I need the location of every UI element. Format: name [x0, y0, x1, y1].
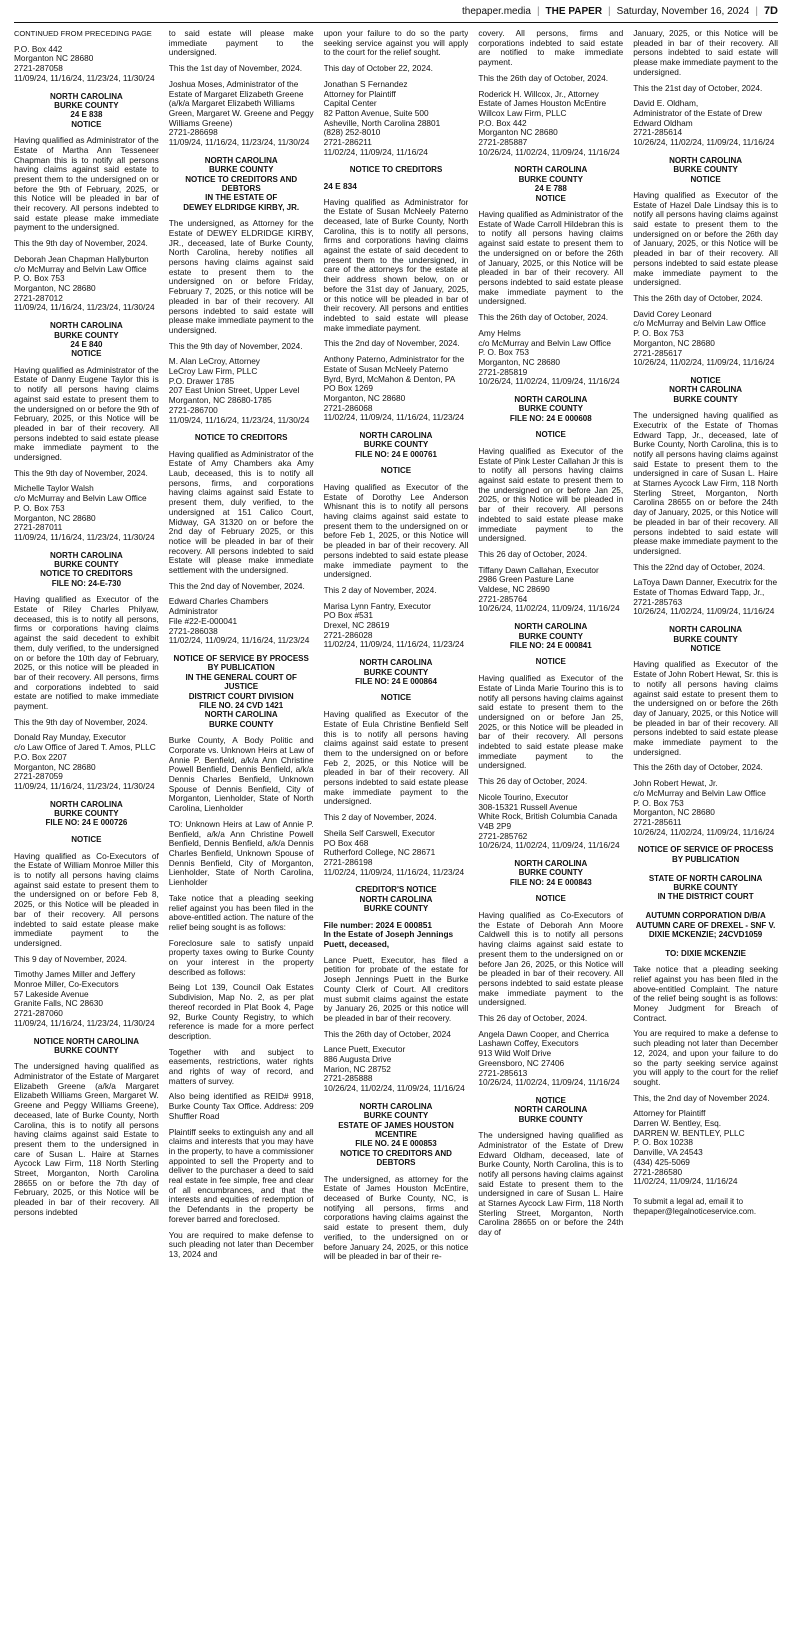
notice-title: CREDITOR'S NOTICE NORTH CAROLINA BURKE COUNTY: [355, 885, 437, 914]
notice-paragraph: This 26 day of October, 2024.: [478, 776, 588, 787]
notice-paragraph: This the 21st day of October, 2024.: [633, 82, 763, 93]
notice-title: NOTICE NORTH CAROLINA BURKE COUNTY: [33, 1036, 140, 1055]
notice-paragraph: Take notice that a pleading seeking relief against you has been filed in the above-entitled action. The nature of the relief being sought is as follows:: [168, 892, 314, 932]
header-separator: |: [608, 5, 611, 17]
legal-notice: [14, 92, 159, 314]
legal-notice: [633, 845, 778, 1187]
legal-notice: [324, 885, 469, 1093]
continued-label: CONTINUED FROM PRECEDING PAGE: [14, 29, 152, 38]
legal-notice: [324, 658, 469, 877]
notice-signature-block: Tiffany Dawn Callahan, Executor 2986 Green Pasture Lane Valdese, NC 28690 2721-285764 10/26/24, 11/02/24, 11/09/24, 11/16/24: [478, 564, 620, 614]
notice-paragraph: This day of October 22, 2024.: [323, 63, 433, 74]
notice-signature-block: Attorney for Plaintiff Darren W. Bentley, Esq. DARREN W. BENTLEY, PLLC P. O. Box 10238 Danville, VA 24543 (434) 425-5069 2721-286580 11/02/24, 11/09/24, 11/16/24: [633, 1108, 745, 1187]
notice-paragraph: Also being identified as REID# 9918, Burke County Tax Office. Address: 209 Shuffler Road: [168, 1091, 314, 1121]
notice-paragraph: You are required to make a defense to such pleading not later than December 12, 2024, and upon your failure to do so the party seeking service against you will apply to the court for the relief sought.: [633, 1028, 778, 1087]
notice-paragraph: This the 9th day of November, 2024.: [14, 238, 148, 249]
notice-signature-block: LaToya Dawn Danner, Executrix for the Estate of Thomas Edward Tapp, Jr., 2721-285763 10/26/24, 11/02/24, 11/09/24, 11/16/24: [633, 577, 778, 617]
notice-paragraph: The undersigned having qualified as Administrator of the Estate of Drew Edward Oldham, deceased, late of Burke County, North Carolina, this is to notify all persons having claims against said Estate to present them to the undersigned in care of Susan L. Haire at Starnes Aycock Law Firm, 118 North Sterling Street, Morganton, North Carolina 28655 on or before the 24th day of: [478, 1130, 624, 1238]
notice-paragraph: The undersigned, as attorney for the Estate of James Houston McEntire, deceased of Burke County, NC, is notifying all persons, firms and corporations having claims against the said estate to present them, duly verified, to the undersigned on or before January 24, 2025, or this notice will be pleaded in bar of their re-: [323, 1173, 469, 1262]
notice-paragraph: This the 26th day of October, 2024.: [633, 762, 763, 773]
notice-paragraph: Plaintiff seeks to extinguish any and all claims and interests that you may have in the property, to have a commissioner appointed to sell the Property and to deliver to the purchaser a deed to said real estate in fee simple, free and clear of all encumbrances, and that the interests and equities of redemption of the Defendants in the property be forever barred and foreclosed.: [168, 1126, 314, 1224]
notice-title: NORTH CAROLINA BURKE COUNTY FILE NO: 24 E 000841: [509, 622, 592, 650]
legal-notice: [324, 29, 469, 157]
notice-paragraph: This the 9th day of November, 2024.: [14, 716, 148, 727]
notice-paragraph: January, 2025, or this Notice will be pleaded in bar of their recovery. All persons indebted to said estate will please make immediate payment to the undersigned.: [633, 29, 778, 77]
notice-paragraph: to said estate will please make immediate payment to the undersigned.: [168, 29, 314, 58]
notice-paragraph: This the 26th day of October, 2024: [323, 1028, 451, 1039]
notice-signature-block: Michelle Taylor Walsh c/o McMurray and Belvin Law Office P. O. Box 753 Morganton, NC 28680 2721-287011 11/09/24, 11/16/24, 11/23/24, 11/30/24: [14, 483, 155, 542]
notice-paragraph: Having qualified as Administrator of the Estate of Martha Ann Tesseneer Chapman this is to notify all persons having claims against said estate to present them to the undersigned on or before the 9th of February, 2025, or this Notice will be pleaded in bar of their recovery. All persons indebted to said estate please make immediate payment to the undersigned.: [14, 135, 159, 233]
notice-signature-block: David E. Oldham, Administrator of the Estate of Drew Edward Oldham 2721-285614 10/26/24, 11/02/24, 11/09/24, 11/16/24: [633, 98, 775, 148]
notice-title: NORTH CAROLINA BURKE COUNTY NOTICE: [669, 625, 743, 653]
notice-paragraph: Having qualified as Executor of the Estate of Eula Christine Benfield Self this is to notify all persons having claims against said estate to present them to the undersigned on or before Feb 2, 2025, or this Notice will be pleaded in bar of their recovery. All persons indebted to said estate please make immediate payment to the undersigned.: [323, 709, 469, 807]
notice-signature-block: David Corey Leonard c/o McMurray and Belvin Law Office P. O. Box 753 Morganton, NC 28680 2721-285617 10/26/24, 11/02/24, 11/09/24, 11/16/24: [633, 308, 775, 368]
notice-column: [633, 29, 778, 1629]
notice-title: NOTICE TO CREDITORS: [349, 165, 443, 175]
legal-notice: [633, 29, 778, 148]
notice-title: NORTH CAROLINA BURKE COUNTY 24 E 840 NOTICE: [49, 321, 123, 359]
notice-title: NORTH CAROLINA BURKE COUNTY NOTICE: [669, 155, 743, 184]
legal-notice: [14, 551, 159, 792]
notice-title: NORTH CAROLINA BURKE COUNTY FILE NO: 24 E 000864: [355, 658, 437, 686]
legal-notice: [633, 376, 778, 617]
notice-paragraph: The undersigned having qualified as Executrix of the Estate of Thomas Edward Tapp, Jr., deceased, late of Burke County, North Carolina, this is to notify all persons having claims against said Estate to present them to the undersigned in care of Susan L. Haire at Starnes Aycock Law Firm, 118 North Sterling Street, Morganton, North Carolina 28655 on or before the 24th day of January, 2025, or this Notice will be pleaded in bar of their recovery. All persons indebted to said estate will please make immediate payment to the undersigned.: [633, 410, 778, 556]
notice-signature-block: Nicole Tourino, Executor 308-15321 Russell Avenue White Rock, British Columbia Canada V4B 2P9 2721-285762 10/26/24, 11/02/24, 11/09/24, 11/16/24: [478, 791, 620, 851]
notice-signature-block: Donald Ray Munday, Executor c/o Law Office of Jared T. Amos, PLLC P.O. Box 2207 Morganton, NC 28680 2721-287059 11/09/24, 11/16/24, 11/23/24, 11/30/24: [14, 732, 156, 791]
notice-signature-block: Amy Helms c/o McMurray and Belvin Law Office P. O. Box 753 Morganton, NC 28680 2721-285819 10/26/24, 11/02/24, 11/09/24, 11/16/24: [478, 327, 620, 387]
notice-column: [324, 29, 469, 1629]
notice-paragraph: This 26 day of October, 2024.: [478, 548, 588, 559]
legal-notice: [14, 45, 159, 84]
legal-notice: [14, 321, 159, 543]
notice-title: NORTH CAROLINA BURKE COUNTY 24 E 838 NOTICE: [49, 91, 123, 129]
notice-paragraph: upon your failure to do so the party seeking service against you will apply to the court for the relief sought.: [323, 29, 469, 58]
notice-title: NOTICE OF SERVICE BY PROCESS BY PUBLICATION IN THE GENERAL COURT OF JUSTICE DISTRICT COURT DIVISION FILE NO. 24 CVD 1421 NORTH CAROLINA BURKE COUNTY: [173, 654, 309, 729]
legal-notice: [324, 165, 469, 423]
issue-date: Saturday, November 16, 2024: [616, 5, 750, 17]
legal-notice: [14, 800, 159, 1029]
notice-paragraph: Having qualified as Co-Executors of the Estate of Deborah Ann Moore Caldwell this is to notify all persons having claims against said estate to present them to the undersigned on or before Jan 26, 2025, or this Notice will be pleaded in bar of their recovery. All persons indebted to said estate please make immediate payment to the undersigned.: [478, 909, 624, 1008]
notice-paragraph: Having qualified as Co-Executors of the Estate of William Monroe Miller this is to notify all persons having claims against said estate to present them to the undersigned on or before Feb 8, 2025, or this Notice will be pleaded in bar of their recovery. All persons indebted to said estate please make immediate payment to the undersigned.: [14, 850, 159, 948]
notice-paragraph: This the 22nd day of October, 2024.: [633, 561, 766, 572]
notice-paragraph: This the 26th day of October, 2024.: [478, 312, 608, 323]
legal-notice: [633, 156, 778, 368]
page-number: 7D: [763, 5, 778, 17]
page-header: [14, 0, 778, 23]
notice-paragraph: Burke County, A Body Politic and Corporate vs. Unknown Heirs at Law of Annie P. Benfield, a/k/a Ann Christine Powell Benfield, Dennis Benfield, a/k/a Dennis Charles Benfield, Unknown Spouse of Dennis Benfield, City of Morganton, Lienholder, State of North Carolina, Lienholder: [168, 735, 314, 814]
notice-paragraph: The undersigned having qualified as Administrator of the Estate of Margaret Elizabeth Greene (a/k/a Margaret Elizabeth Williams Green, Margaret W. Greene and Peggy Williams Greene), deceased, late of Burke County, North Carolina, this is to notify all persons having claims against said Estate to present them to the undersigned in care of Susan L. Haire at Starnes Aycock Law Firm, 118 North Sterling Street, Morganton, North Carolina 28655 on or before the 7th day of February, 2025, or this Notice will be pleaded in bar of their recovery. All persons indebted: [14, 1061, 159, 1217]
notice-paragraph: TO: Unknown Heirs at Law of Annie P. Benfield, a/k/a Ann Christine Powell Benfield, Dennis Benfield, a/k/a Dennis Charles Benfield, Unknown Spouse of Dennis Benfield, City of Morganton, Lienholder, State of North Carolina, Lienholder: [168, 818, 314, 888]
notice-paragraph: This the 2nd day of November, 2024.: [323, 338, 460, 349]
notice-signature-block: Roderick H. Willcox, Jr., Attorney Estate of James Houston McEntire Willcox Law Firm, PLLC P.O. Box 442 Morganton NC 28680 2721-285887 10/26/24, 11/02/24, 11/09/24, 11/16/24: [478, 88, 620, 157]
notice-signature-block: P.O. Box 442 Morganton NC 28680 2721-287058 11/09/24, 11/16/24, 11/23/24, 11/30/24: [14, 43, 155, 83]
legal-notice: [478, 1096, 623, 1238]
notice-subtitle: NOTICE: [535, 430, 566, 440]
notice-paragraph: Having qualified as Administrator for the Estate of Susan McNeely Paterno deceased, late of Burke County, North Carolina, this is to notify all persons, firms and corporations having claims against the estate of said decedent to present them to the undersigned, in care of the attorneys for the estate at their address shown below, on or before the 31st day of January, 2025, or this notice will be pleaded in bar of their recovery. All persons and entities indebted to said estate will please make immediate payment.: [323, 196, 469, 333]
legal-notice: [478, 395, 623, 614]
notice-title: NOTICE NORTH CAROLINA BURKE COUNTY: [514, 1095, 588, 1124]
notice-paragraph: This the 9th day of November, 2024.: [168, 340, 303, 351]
notice-paragraph: This the 26th day of October, 2024.: [633, 292, 763, 303]
notice-paragraph: Together with and subject to easements, restrictions, water rights and rights of way of record, and matters of survey.: [168, 1046, 314, 1086]
notice-paragraph: This the 2nd day of November, 2024.: [168, 580, 305, 591]
legal-notice-columns: [14, 29, 778, 1629]
notice-paragraph: Foreclosure sale to satisfy unpaid property taxes owing to Burke County on your interest in the property described as follows:: [168, 937, 314, 977]
notice-subtitle: NOTICE: [535, 657, 566, 667]
notice-paragraph: Having qualified as Administrator of the Estate of Amy Chambers aka Amy Laub, deceased, this is to notify all persons, firms, and corporations having claims against said Estate to present them, duly verified, to the undersigned at 151 Calico Court, Midway, GA 31320 on or before the 2nd day of February 2025, or this notice will be pleaded in bar of their recovery. All persons indebted to said Estate will please make immediate settlement with the undersigned.: [168, 448, 314, 576]
notice-lead: 24 E 834: [323, 180, 357, 191]
notice-signature-block: Sheila Self Carswell, Executor PO Box 468 Rutherford College, NC 28671 2721-286198 11/02/24, 11/09/24, 11/16/24, 11/23/24: [323, 827, 465, 877]
notice-title: NORTH CAROLINA BURKE COUNTY 24 E 788 NOTICE: [514, 165, 588, 203]
legal-notice: [478, 29, 623, 157]
legal-notice: [478, 859, 623, 1088]
notice-signature-block: Angela Dawn Cooper, and Cherrica Lashawn Coffey, Executors 913 Wild Wolf Drive Greensboro, NC 27406 2721-285613 10/26/24, 11/02/24, 11/09/24, 11/16/24: [478, 1028, 620, 1088]
notice-signature-block: Marisa Lynn Fantry, Executor PO Box #531 Drexel, NC 28619 2721-286028 11/02/24, 11/09/24, 11/16/24, 11/23/24: [323, 600, 465, 650]
submission-footer: To submit a legal ad, email it to thepaper@legalnoticeservice.com.: [633, 1197, 757, 1216]
notice-subtitle: NOTICE: [380, 693, 412, 703]
notice-paragraph: This the 26th day of October, 2024.: [478, 72, 608, 83]
notice-paragraph: Having qualified as Executor of the Estate of Riley Charles Philyaw, deceased, this is to notify all persons, firms or corporations having claims against the said decedent to exhibit them, duly verified, to the undersigned on or before the 10th day of February, 2025, or this notice will be pleaded in bar of their recovery. All persons, firms and corporations indebted to said estate are notified to make immediate payment.: [14, 594, 159, 712]
paper-brand: THE PAPER: [545, 5, 603, 17]
notice-paragraph: Take notice that a pleading seeking relief against you has been filed in the above-entitled Complaint. The nature of the relief being sought is as follows: Money Judgment for Breach of Contract.: [633, 964, 778, 1023]
notice-paragraph: Being Lot 139, Council Oak Estates Subdivision, Map No. 2, as per plat thereof recorded in Plat Book 4, Page 92, Burke County Registry, to which reference is made for a more perfect description.: [168, 982, 314, 1041]
notice-subtitle: NOTICE: [380, 466, 412, 476]
notice-paragraph: The undersigned, as Attorney for the Estate of DEWEY ELDRIDGE KIRBY, JR., deceased, late of Burke County, North Carolina, hereby notifies all persons having claims against said estate to present them to the undersigned on or before Friday, February 7, 2025, or this notice will be pleaded in bar of their recovery. All persons indebted to said estate will please make immediate payment to the undersigned.: [168, 218, 314, 335]
header-separator: |: [755, 5, 758, 17]
notice-title: NORTH CAROLINA BURKE COUNTY NOTICE TO CREDITORS AND DEBTORS IN THE ESTATE OF DEWEY ELDRIDGE KIRBY, JR.: [183, 155, 300, 212]
notice-column: [478, 29, 623, 1629]
legal-notice: [14, 1037, 159, 1218]
notice-paragraph: This 2 day of November, 2024.: [323, 584, 437, 595]
legal-notice: [324, 431, 469, 650]
notice-paragraph: covery. All persons, firms and corporations indebted to said estate are notified to make immediate payment.: [478, 29, 624, 68]
notice-paragraph: This 2 day of November, 2024.: [323, 812, 437, 823]
notice-paragraph: This the 9th day of November, 2024.: [14, 467, 148, 478]
notice-title: NOTICE TO CREDITORS: [194, 433, 288, 443]
notice-column: [14, 29, 159, 1629]
notice-paragraph: Having qualified as Administrator of the Estate of Wade Carroll Hildebran this is to notify all persons having claims against said estate to present them to the undersigned on or before the 26th of January, 2025, or this Notice will be pleaded in bar of their recovery. All persons indebted to said estate please make immediate payment to the undersigned.: [478, 209, 624, 307]
notice-title: NORTH CAROLINA BURKE COUNTY ESTATE OF JAMES HOUSTON MCENTIRE FILE NO. 24 E 000853 NOTICE TO CREDITORS AND DEBTORS: [338, 1101, 454, 1168]
site-name[interactable]: thepaper.media: [461, 5, 531, 17]
notice-paragraph: Having qualified as Executor of the Estate of John Robert Hewat, Sr. this is to notify all persons having claims against said estate to present them to the undersigned on or before the 26th day of January, 2025, or this Notice will be pleaded in bar of their recovery. All persons indebted to said estate please make immediate payment to the undersigned.: [633, 659, 778, 757]
legal-notice: [324, 1102, 469, 1262]
notice-signature-block: Deborah Jean Chapman Hallyburton c/o McMurray and Belvin Law Office P. O. Box 753 Morganton, NC 28680 2721-287012 11/09/24, 11/16/24, 11/23/24, 11/30/24: [14, 253, 155, 313]
notice-signature-block: Anthony Paterno, Administrator for the Estate of Susan McNeely Paterno Byrd, Byrd, McMahon & Denton, PA PO Box 1269 Morganton, NC 28680 2721-286068 11/02/24, 11/09/24, 11/16/24, 11/23/24: [323, 354, 465, 423]
legal-notice: [169, 29, 314, 148]
notice-lead: File number: 2024 E 000851 In the Estate of Joseph Jennings Puett, deceased,: [323, 919, 454, 949]
notice-paragraph: Having qualified as Executor of the Estate of Hazel Dale Lindsay this is to notify all persons having claims against said estate to present them to the undersigned on or before the 26th day of January, 2025, or this Notice will be pleaded in bar of their recovery. All persons indebted to said estate please make immediate payment to the undersigned.: [633, 189, 778, 288]
notice-title: NORTH CAROLINA BURKE COUNTY FILE NO: 24 E 000843: [509, 859, 592, 887]
notice-signature-block: M. Alan LeCroy, Attorney LeCroy Law Firm, PLLC P.O. Drawer 1785 207 East Union Street, Upper Level Morganton, NC 28680-1785 2721-286700 11/09/24, 11/16/24, 11/23/24, 11/30/24: [168, 356, 310, 425]
notice-paragraph: This 9 day of November, 2024.: [14, 953, 127, 964]
notice-signature-block: Lance Puett, Executor 886 Augusta Drive Marion, NC 28752 2721-285888 10/26/24, 11/02/24, 11/09/24, 11/16/24: [323, 1044, 465, 1094]
notice-paragraph: Having qualified as Executor of the Estate of Pink Lester Callahan Jr this is to notify all persons having claims against said estate to present them to the undersigned on or before Jan 25, 2025, or this Notice will be pleaded in bar of their recovery. All persons indebted to said estate please make immediate payment to the undersigned.: [478, 445, 624, 544]
notice-paragraph: Having qualified as Executor of the Estate of Linda Marie Tourino this is to notify all persons having claims against said estate to present them to the undersigned on or before Jan 25, 2025, or this Notice will be pleaded in bar of their recovery. All persons indebted to said estate please make immediate payment to the undersigned.: [478, 673, 624, 771]
notice-paragraph: Having qualified as Executor of the Estate of Dorothy Lee Anderson Whisnant this is to notify all persons having claims against said estate to present them to the undersigned on or before Feb 1, 2025, or this Notice will be pleaded in bar of their recovery. All persons indebted to said estate please make immediate payment to the undersigned.: [323, 481, 469, 580]
notice-column: [169, 29, 314, 1629]
notice-title: NORTH CAROLINA BURKE COUNTY FILE NO: 24 E 000608: [509, 395, 592, 423]
legal-notice: [478, 165, 623, 387]
notice-title: NORTH CAROLINA BURKE COUNTY FILE NO: 24 E 000726: [45, 799, 128, 828]
legal-notice: [169, 433, 314, 646]
legal-notice: [633, 625, 778, 837]
notice-subtitle: NOTICE: [535, 894, 566, 904]
notice-title: NORTH CAROLINA BURKE COUNTY NOTICE TO CREDITORS FILE NO: 24-E-730: [40, 550, 133, 588]
notice-title: NORTH CAROLINA BURKE COUNTY FILE NO: 24 E 000761: [355, 431, 437, 459]
notice-paragraph: This the 1st day of November, 2024.: [168, 63, 303, 74]
notice-paragraph: You are required to make defense to such pleading not later than December 13, 2024 and: [168, 1229, 314, 1259]
notice-subtitle: NOTICE: [71, 834, 102, 844]
notice-signature-block: Jonathan S Fernandez Attorney for Plaintiff Capital Center 82 Patton Avenue, Suite 500 Asheville, North Carolina 28801 (828) 252-8010 2721-286211 11/02/24, 11/09/24, 11/16/24: [323, 78, 441, 157]
legal-notice: [169, 654, 314, 1260]
notice-title: NOTICE OF SERVICE OF PROCESS BY PUBLICATION STATE OF NORTH CAROLINA BURKE COUNTY IN THE DISTRICT COURT AUTUMN CORPORATION D/B/A AUTUMN CARE OF DREXEL - SNF V. DIXIE MCKENZIE; 24CVD1059 TO: DIXIE MCKENZIE: [635, 845, 776, 958]
notice-paragraph: Having qualified as Administrator of the Estate of Danny Eugene Taylor this is to notify all persons having claims against said estate to present them to the undersigned on or before the 9th of February, 2025, or this Notice will be pleaded in bar of their recovery. All persons indebted to said estate please make immediate payment to the undersigned.: [14, 364, 159, 463]
notice-paragraph: This 26 day of October, 2024.: [478, 1013, 588, 1024]
notice-title: NOTICE NORTH CAROLINA BURKE COUNTY: [669, 375, 743, 404]
legal-notice: [478, 622, 623, 851]
notice-signature-block: John Robert Hewat, Jr. c/o McMurray and Belvin Law Office P. O. Box 753 Morganton, NC 28680 2721-285611 10/26/24, 11/02/24, 11/09/24, 11/16/24: [633, 778, 775, 837]
legal-notice: [169, 156, 314, 426]
notice-paragraph: Lance Puett, Executor, has filed a petition for probate of the estate for Joseph Jennings Puett in the Burke County Clerk of Court. All creditors must submit claims against the estate by January 26, 2025 or this notice will be pleaded in bar of their recovery.: [323, 954, 469, 1023]
notice-signature-block: Edward Charles Chambers Administrator File #22-E-000041 2721-286038 11/02/24, 11/09/24, 11/16/24, 11/23/24: [168, 596, 310, 646]
notice-signature-block: Timothy James Miller and Jeffery Monroe Miller, Co-Executors 57 Lakeside Avenue Granite Falls, NC 28630 2721-287060 11/09/24, 11/16/24, 11/23/24, 11/30/24: [14, 969, 155, 1028]
notice-signature-block: Joshua Moses, Administrator of the Estate of Margaret Elizabeth Greene (a/k/a Margaret Elizabeth Williams Green, Margaret W. Greene and Peggy Williams Greene) 2721-286698 11/09/24, 11/16/24, 11/23/24, 11/30/24: [168, 78, 314, 148]
notice-paragraph: This, the 2nd day of November 2024.: [633, 1092, 770, 1103]
header-separator: |: [536, 5, 540, 17]
